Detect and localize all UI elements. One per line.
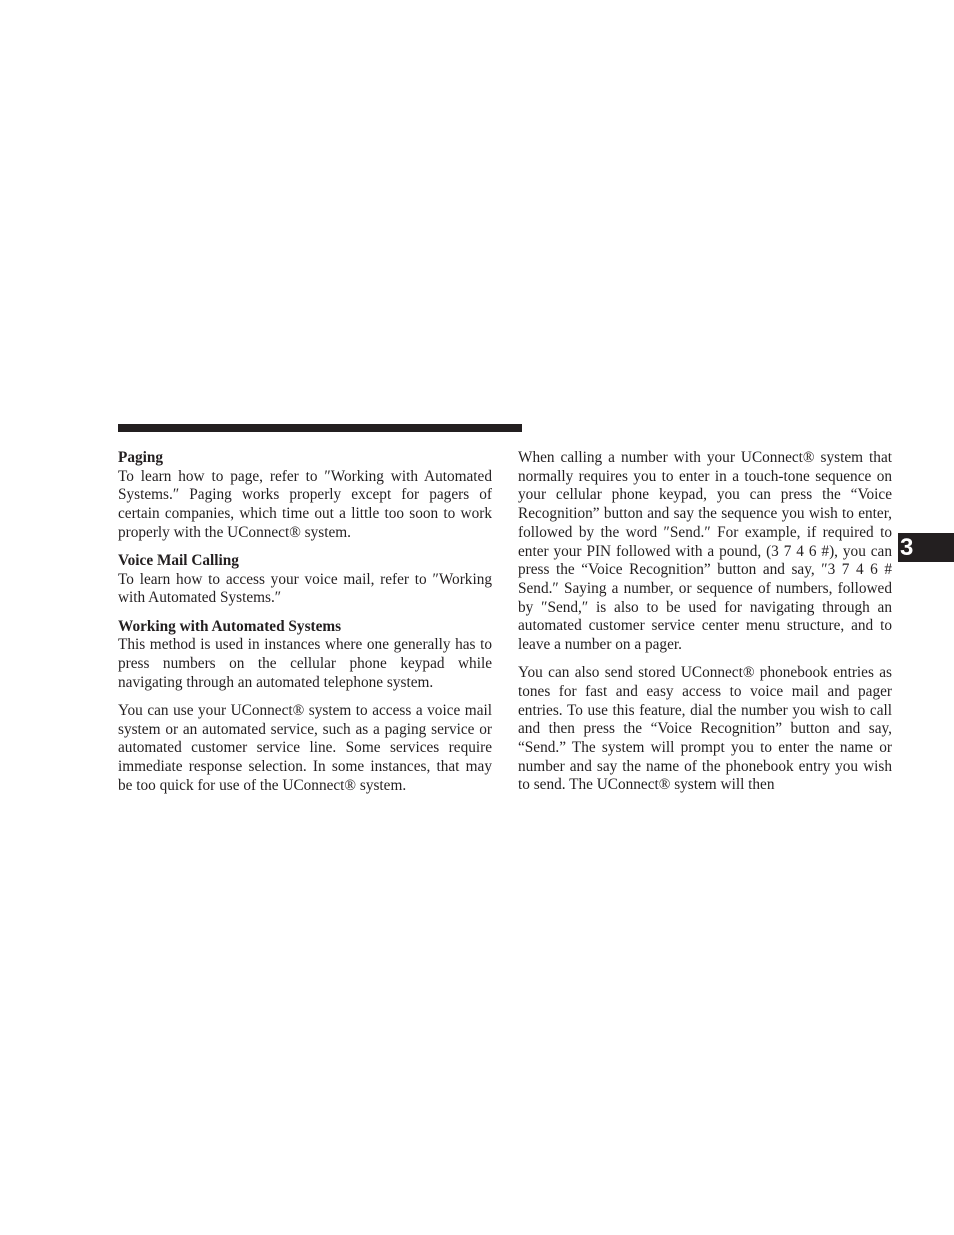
automated-systems-section xyxy=(118,618,492,693)
automated-systems-heading: Working with Automated Systems xyxy=(118,617,342,635)
paging-section xyxy=(118,449,492,543)
touch-tone-paragraph: When calling a number with your UConnect® system that normally requires you to enter in a touch-tone sequence on your cellular phone keypad, you can press the “Voice Recognition” button and say the sequence you wish to enter, followed by the word ″Send.″ For example, if required to enter your PIN followed with a pound, (3 7 4 6 #), you can press the “Voice Recognition” button and say, ″3 7 4 6 # Send.″ Saying a number, or sequence of numbers, followed by ″Send,″ is also to be used for navigating through an automated customer service center menu structure, and to leave a number on a pager. xyxy=(518,449,892,654)
chapter-number-tab: 3 xyxy=(898,533,954,562)
paging-heading: Paging xyxy=(118,449,164,466)
paging-body: To learn how to page, refer to ″Working with Automated Systems.″ Paging works properly except for pagers of certain companies, which time out a little too soon to work properly with the UConnect® system. xyxy=(118,467,492,541)
automated-systems-paragraph: You can use your UConnect® system to access a voice mail system or an automated service, such as a paging service or automated customer service line. Some services require immediate response selection. In some instances, that may be too quick for use of the UConnect® system. xyxy=(118,701,492,794)
automated-systems-body: This method is used in instances where one generally has to press numbers on the cellular phone keypad while navigating through an automated telephone system. xyxy=(118,636,492,691)
right-column xyxy=(518,449,892,805)
voice-mail-body: To learn how to access your voice mail, refer to ″Working with Automated Systems.″ xyxy=(118,570,492,607)
left-column xyxy=(118,449,492,805)
voice-mail-heading: Voice Mail Calling xyxy=(118,552,239,570)
phonebook-tones-paragraph: You can also send stored UConnect® phonebook entries as tones for fast and easy access to voice mail and pager entries. To use this feature, dial the number you wish to call and then press the “Voice Recognition” button and say, “Send.” The system will prompt you to enter the name or number and say the name of the phonebook entry you wish to send. The UConnect® system will then xyxy=(518,664,892,794)
section-divider-bar xyxy=(118,424,522,432)
voice-mail-section xyxy=(118,552,492,608)
